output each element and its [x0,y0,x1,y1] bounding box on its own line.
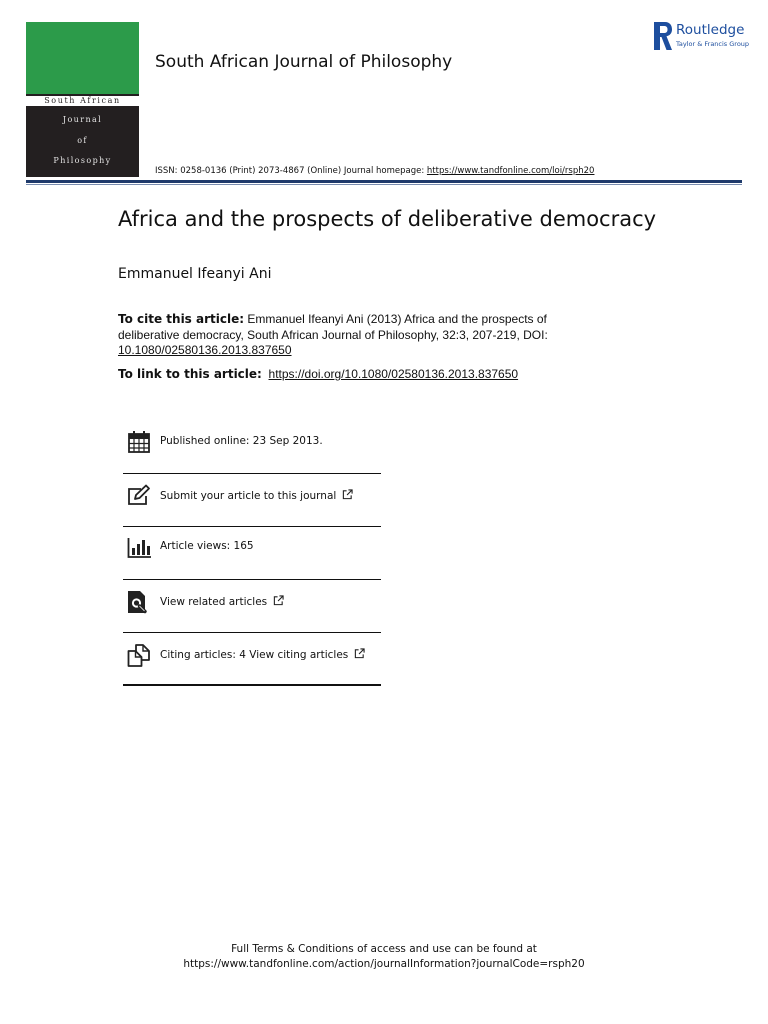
external-link-icon [273,595,284,606]
article-doi-url[interactable]: https://doi.org/10.1080/02580136.2013.837650 [268,367,519,381]
cover-word-philosophy: Philosophy [53,156,112,165]
journal-homepage-link[interactable]: https://www.tandfonline.com/loi/rsph20 [426,166,595,176]
cover-word-of: of [77,136,88,145]
cite-label: To cite this article: [118,312,245,326]
link-label: To link to this article: [118,367,262,381]
related-articles-link[interactable]: View related articles [160,596,268,608]
published-date: Published online: 23 Sep 2013. [160,435,323,447]
info-divider [123,579,381,580]
cite-text: Emmanuel Ifeanyi Ani (2013) Africa and the prospects of deliberative democracy, South African Journal of Philosophy, 32:3, 207-219, DOI: [118,312,548,342]
issn-text: ISSN: 0258-0136 (Print) 2073-4867 (Online) Journal homepage: [155,166,427,176]
publisher-logo[interactable] [654,21,754,53]
info-divider-bottom [123,684,381,686]
issn-line [155,166,594,176]
cover-green-panel [26,22,139,94]
header-rule-thin [26,184,742,185]
article-title: Africa and the prospects of deliberative democracy [118,207,657,231]
related-articles-row[interactable] [123,582,381,622]
citation-block [118,312,568,359]
external-link-icon [342,489,353,500]
article-views: Article views: 165 [160,540,254,552]
submit-article-link[interactable]: Submit your article to this journal [160,490,337,502]
cover-word-journal: Journal [62,115,103,124]
citing-documents-icon [127,643,151,667]
publisher-subtitle: Taylor & Francis Group [676,40,750,48]
publisher-name: Routledge [676,22,745,38]
article-views-row [123,527,381,567]
footer-terms-url[interactable]: https://www.tandfonline.com/action/journalInformation?journalCode=rsph20 [183,958,585,970]
header-rule [26,180,742,183]
bar-chart-icon [127,535,151,559]
edit-pencil-icon [127,484,151,508]
info-divider [123,473,381,474]
document-search-icon [127,590,151,614]
footer-terms-text: Full Terms & Conditions of access and use can be found at [231,943,537,955]
cover-band-text: South African [26,94,139,108]
info-divider [123,632,381,633]
article-author: Emmanuel Ifeanyi Ani [118,266,272,282]
submit-article-row[interactable] [123,476,381,516]
footer [0,942,768,972]
routledge-r-icon [654,22,672,50]
external-link-icon [354,648,365,659]
article-link-block [118,367,518,381]
journal-cover-image [26,22,139,177]
citing-articles-link[interactable]: Citing articles: 4 View citing articles [160,649,349,661]
published-online-row [123,422,381,462]
doi-link[interactable]: 10.1080/02580136.2013.837650 [118,343,292,357]
calendar-icon [127,430,151,454]
journal-name: South African Journal of Philosophy [155,52,453,72]
citing-articles-row[interactable] [123,635,381,675]
